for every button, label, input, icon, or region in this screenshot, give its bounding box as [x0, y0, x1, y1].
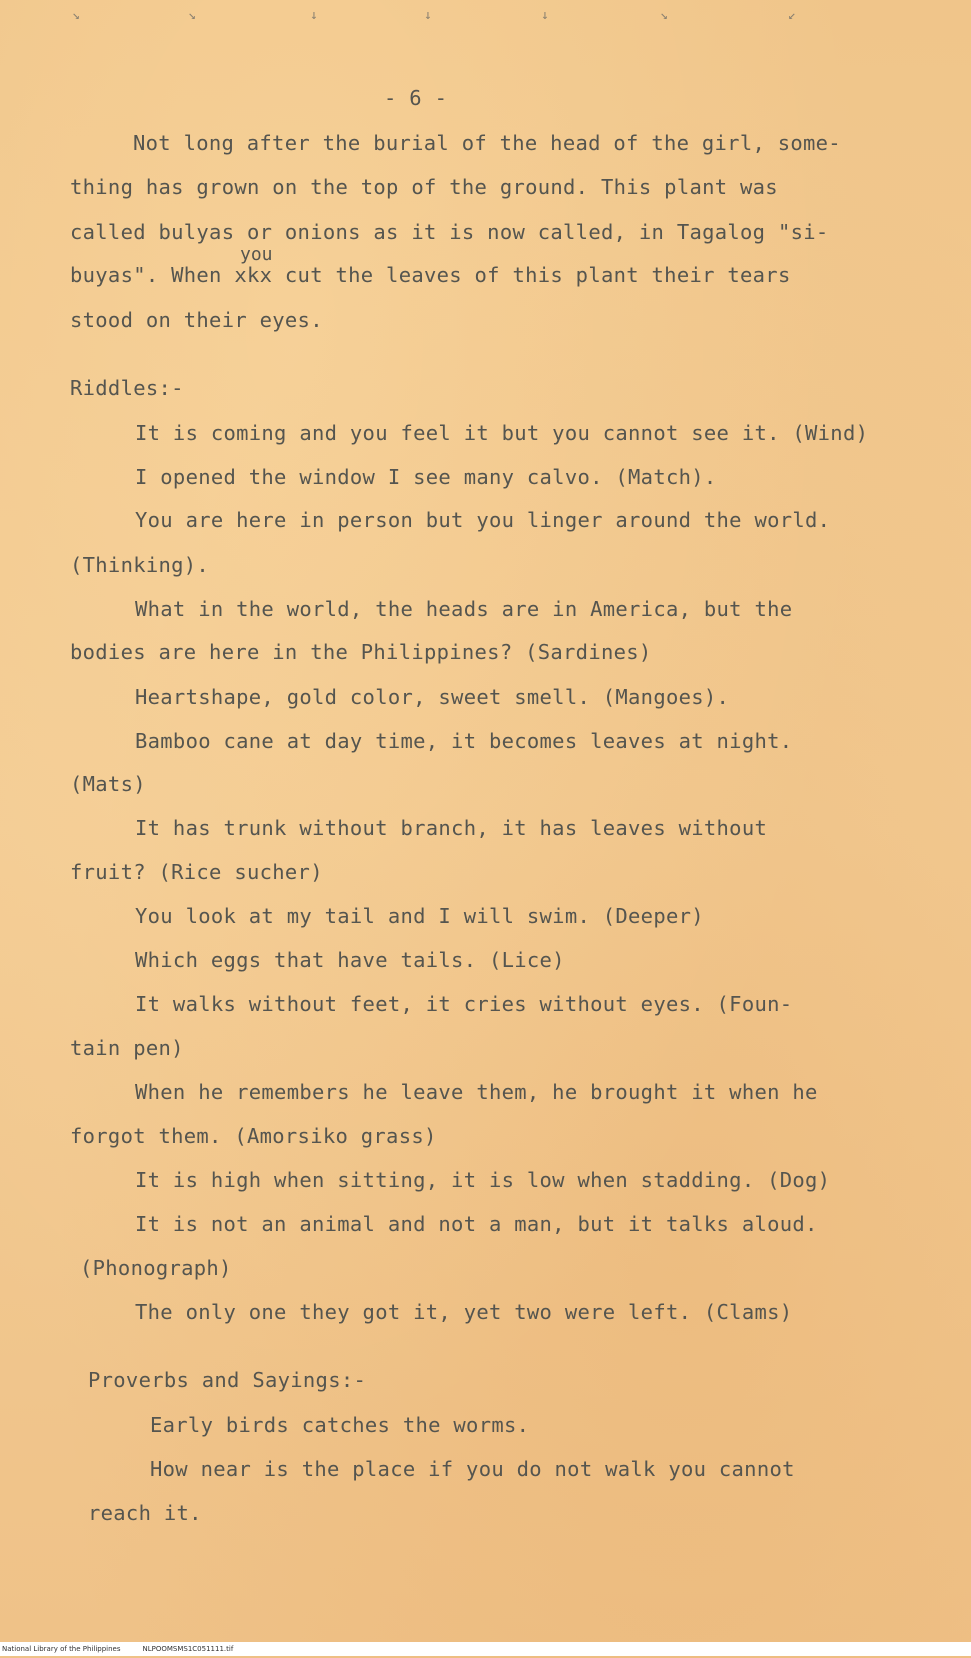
riddle-line: (Thinking). — [70, 553, 210, 577]
punch-mark: ↘ — [188, 8, 196, 23]
riddle-line: You look at my tail and I will swim. (Deeper) — [135, 904, 704, 928]
riddle-line: It has trunk without branch, it has leaves without — [135, 816, 768, 840]
riddle-line: Heartshape, gold color, sweet smell. (Mangoes). — [135, 685, 730, 709]
punch-mark: ↙ — [788, 8, 796, 23]
proverbs-heading: Proverbs and Sayings:- — [88, 1368, 367, 1392]
riddle-line: The only one they got it, yet two were left. (Clams) — [135, 1300, 793, 1324]
riddle-line: Which eggs that have tails. (Lice) — [135, 948, 565, 972]
riddle-line: It walks without feet, it cries without eyes. (Foun- — [135, 992, 793, 1016]
typed-correction: you — [240, 244, 273, 265]
story-line: buyas". When xkx cut the leaves of this plant their tears — [70, 263, 791, 287]
story-line: thing has grown on the top of the ground. This plant was — [70, 175, 778, 199]
punch-mark: ↓ — [310, 8, 318, 23]
riddle-line: It is high when sitting, it is low when stadding. (Dog) — [135, 1168, 831, 1192]
proverb-line: How near is the place if you do not walk you cannot — [150, 1457, 795, 1481]
story-line: called bulyas or onions as it is now called, in Tagalog "si- — [70, 220, 829, 244]
footer-code: NLPOOMSMS1C051111.tif — [142, 1645, 234, 1653]
riddle-line: tain pen) — [70, 1036, 184, 1060]
riddle-line: When he remembers he leave them, he brought it when he — [135, 1080, 818, 1104]
riddle-line: (Phonograph) — [80, 1256, 232, 1280]
story-line: Not long after the burial of the head of the girl, some- — [133, 131, 841, 155]
punch-mark: ↓ — [424, 8, 432, 23]
proverb-line: Early birds catches the worms. — [150, 1413, 530, 1437]
page-number: - 6 - — [384, 86, 448, 110]
punch-mark: ↘ — [660, 8, 668, 23]
footer-library: National Library of the Philippines — [2, 1645, 121, 1653]
punch-mark: ↓ — [541, 8, 549, 23]
riddle-line: fruit? (Rice sucher) — [70, 860, 323, 884]
story-line: stood on their eyes. — [70, 308, 323, 332]
riddle-line: It is not an animal and not a man, but it talks aloud. — [135, 1212, 818, 1236]
riddles-heading: Riddles:- — [70, 376, 184, 400]
riddle-line: forgot them. (Amorsiko grass) — [70, 1124, 437, 1148]
punch-mark: ↘ — [72, 8, 80, 23]
riddle-line: You are here in person but you linger around the world. — [135, 508, 831, 532]
riddle-line: (Mats) — [70, 772, 146, 796]
riddle-line: I opened the window I see many calvo. (Match). — [135, 465, 717, 489]
scan-footer — [0, 1642, 971, 1656]
riddle-line: It is coming and you feel it but you cannot see it. (Wind) — [135, 421, 869, 445]
riddle-line: bodies are here in the Philippines? (Sardines) — [70, 640, 652, 664]
proverb-line: reach it. — [88, 1501, 202, 1525]
riddle-line: Bamboo cane at day time, it becomes leaves at night. — [135, 729, 793, 753]
riddle-line: What in the world, the heads are in America, but the — [135, 597, 793, 621]
